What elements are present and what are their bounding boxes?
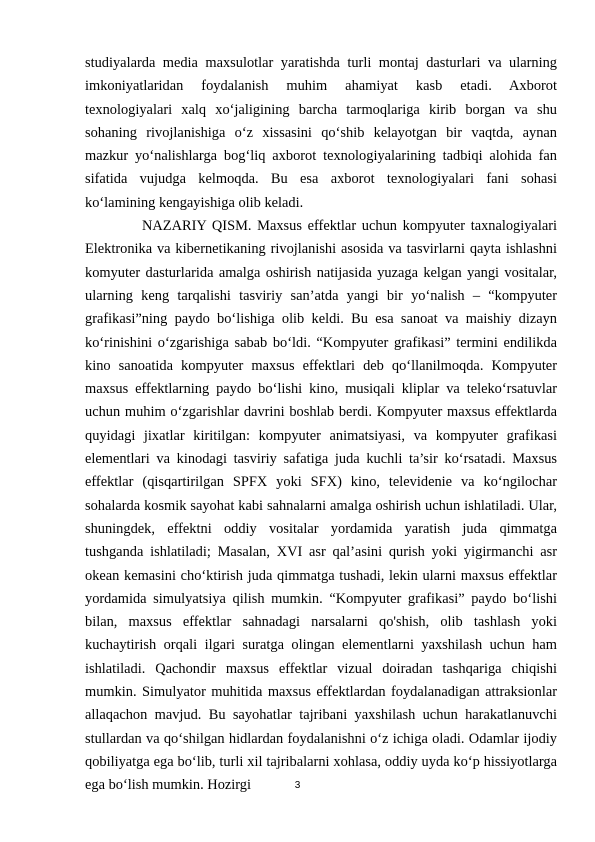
paragraph-nazariy-qism: NAZARIY QISM. Maxsus effektlar uchun kompyuter taxnalogiyalari Elektronika va kibernetikaning rivojlanishi asosida va tasvirlarni qayta ishlashni komyuter dasturlarida amalga oshirish natijasida yuzaga kelgan yangi vositalar, ularning keng tarqalishi tasviriy san’atda yangi bir yo‘nalish – “kompyuter grafikasi”ning paydo bo‘lishiga olib keldi. Bu esa sanoat va maishiy dizayn ko‘rinishini o‘zgarishiga sabab bo‘ldi. “Kompyuter grafikasi” termini endilikda kino sanoatida kompyuter maxsus effektlari deb qo‘llanilmoqda. Kompyuter maxsus effektlarning paydo bo‘lishi kino, musiqali kliplar va teleko‘rsatuvlar uchun muhim o‘zgarishlar davrini boshlab berdi. Kompyuter maxsus effektlarda quyidagi jixatlar kiritilgan: kompyuter animatsiyasi, va kompyuter grafikasi elementlari va kinodagi tasviriy safatiga juda kuchli ta’sir ko‘rsatadi. Maxsus effektlar (qisqartirilgan SPFX yoki SFX) kino, televidenie va ko‘ngilochar sohalarda kosmik sayohat kabi sahnalarni amalga oshirish uchun ishlatiladi. Ular, shuningdek, effektni oddiy vositalar yordamida yaratish juda qimmatga tushganda ishlatiladi; Masalan, XVI asr qal’asini qurish yoki yigirmanchi asr okean kemasini cho‘ktirish juda qimmatga tushadi, lekin ularni maxsus effektlar yordamida simulyatsiya qilish mumkin. “Kompyuter grafikasi” paydo bo‘lishi bilan, maxsus effektlar sahnadagi narsalarni qo'shish, olib tashlash yoki kuchaytirish orqali ilgari suratga olingan elementlarni yaxshilash uchun ham ishlatiladi. Qachondir maxsus effektlar vizual doiradan tashqariga chiqishi mumkin. Simulyator muhitida maxsus effektlardan foydalanadigan attraksionlar allaqachon mavjud. Bu sayohatlar tajribani yaxshilash uchun harakatlanuvchi stullardan va qo‘shilgan hidlardan foydalanishni o‘z ichiga oladi. Odamlar ijodiy qobiliyatga ega bo‘lib, turli xil tajribalarni xohlasa, oddiy uyda ko‘p hissiyotlarga ega bo‘lish mumkin. Hozirgi — [85, 218, 557, 794]
document-body — [85, 52, 557, 798]
page-number: 3 — [294, 780, 301, 791]
paragraph-intro: studiyalarda media maxsulotlar yaratishda turli montaj dasturlari va ularning imkoniyatlaridan foydalanish muhim ahamiyat kasb etadi. Axborot texnologiyalari xalq xo‘jaligining barcha tarmoqlariga kirib borgan va shu sohaning rivojlanishiga o‘z xissasini qo‘shib kelayotgan bir vaqtda, aynan mazkur yo‘nalishlarga bog‘liq axborot texnologiyalarining tadbiqi alohida fan sifatida vujudga kelmoqda. Bu esa axborot texnologiyalari fani sohasi ko‘lamining kengayishiga olib keladi. — [85, 55, 557, 211]
